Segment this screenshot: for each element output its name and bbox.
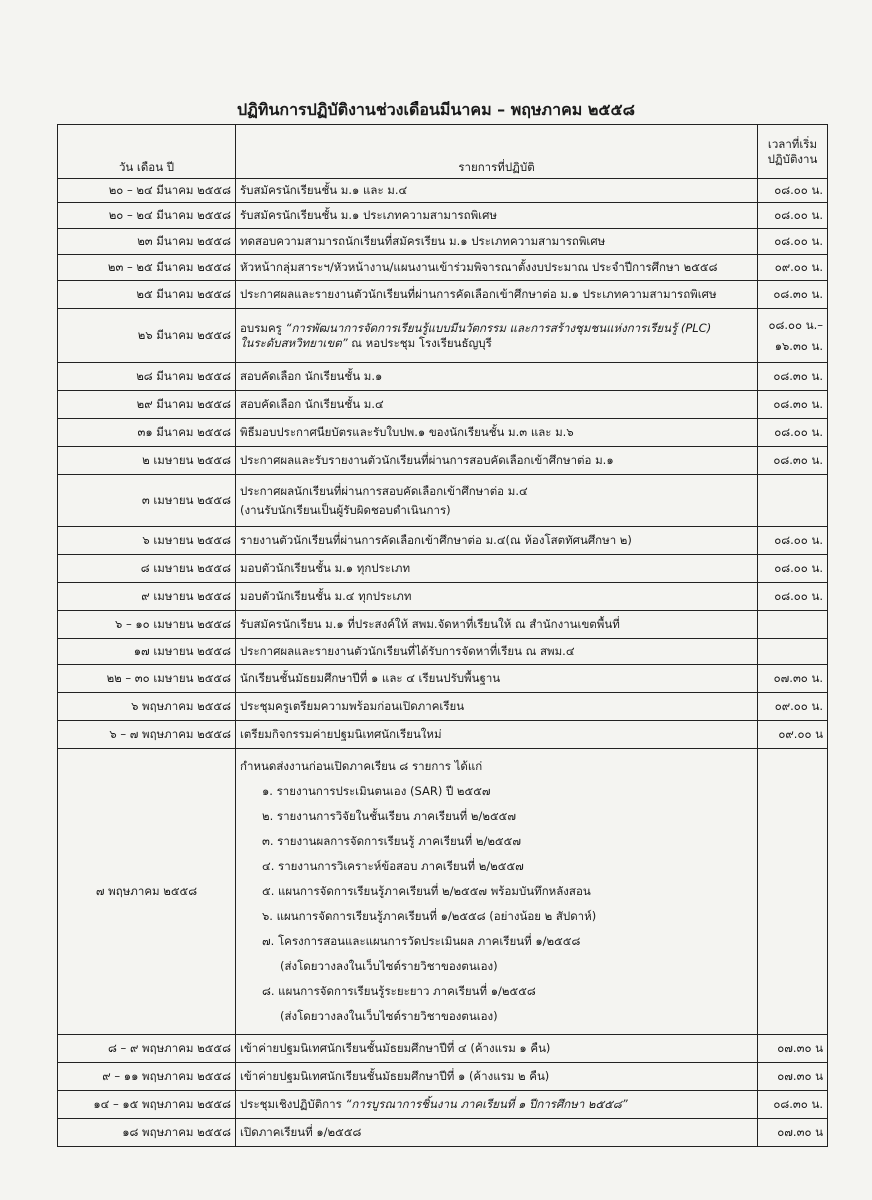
header-task-label: รายการที่ปฏิบัติ [458,159,535,174]
deliverables-intro: กำหนดส่งงานก่อนเปิดภาคเรียน ๘ รายการ ได้แก่ [240,759,483,773]
row-date: ๓ เมษายน ๒๕๕๘ [58,475,236,527]
row-task: รับสมัครนักเรียนชั้น ม.๑ ประเภทความสามารถพิเศษ [236,203,758,229]
row-time [758,611,828,639]
row-task-line1: ประกาศผลนักเรียนที่ผ่านการสอบคัดเลือกเข้าศึกษาต่อ ม.๔ [240,484,528,499]
table-row [58,255,828,281]
header-date [58,125,236,179]
row-task: เข้าค่ายปฐมนิเทศนักเรียนชั้นมัธยมศึกษาปีที่ ๑ (ค้างแรม ๒ คืน) [236,1063,758,1091]
row-date: ๒๒ – ๓๐ เมษายน ๒๕๕๘ [58,665,236,693]
deliverable-item: ๖. แผนการจัดการเรียนรู้ภาคเรียนที่ ๑/๒๕๕๘ (อย่างน้อย ๒ สัปดาห์) [262,909,597,923]
header-time [758,125,828,179]
row-date: ๙ เมษายน ๒๕๕๘ [58,583,236,611]
row-date: ๖ พฤษภาคม ๒๕๕๘ [58,693,236,721]
row-time: ๐๘.๐๐ น. [758,527,828,555]
row-date: ๘ เมษายน ๒๕๕๘ [58,555,236,583]
row-task-line2: (งานรับนักเรียนเป็นผู้รับผิดชอบดำเนินการ) [240,502,451,517]
row-time: ๐๘.๐๐ น. [758,419,828,447]
row-time: ๐๘.๓๐ น. [758,391,828,419]
row-date: ๑๘ พฤษภาคม ๒๕๕๘ [58,1119,236,1147]
row-task: สอบคัดเลือก นักเรียนชั้น ม.๔ [236,391,758,419]
header-task [236,125,758,179]
table-row [58,419,828,447]
deliverable-item: ๑. รายงานการประเมินตนเอง (SAR) ปี ๒๕๕๗ [262,784,491,798]
row-task [236,475,758,527]
row-task: สอบคัดเลือก นักเรียนชั้น ม.๑ [236,363,758,391]
row-task-prefix: อบรมครู [240,321,286,336]
row-task-prefix: ประชุมเชิงปฏิบัติการ [240,1097,346,1112]
table-row [58,1119,828,1147]
row-time: ๐๘.๓๐ น. [758,447,828,475]
header-time-line2: ปฏิบัติงาน [767,151,818,166]
row-date: ๙ – ๑๑ พฤษภาคม ๒๕๕๘ [58,1063,236,1091]
table-row [58,363,828,391]
row-task: พิธีมอบประกาศนียบัตรและรับใบปพ.๑ ของนักเรียนชั้น ม.๓ และ ม.๖ [236,419,758,447]
table-row [58,229,828,255]
table-row [58,1035,828,1063]
row-task: รับสมัครนักเรียนชั้น ม.๑ และ ม.๔ [236,179,758,203]
row-time: ๐๗.๓๐ น [758,1063,828,1091]
row-time-start: ๐๘.๐๐ น.– [768,318,823,333]
row-time: ๐๘.๐๐ น. [758,203,828,229]
table-row [58,665,828,693]
row-date: ๑๔ – ๑๕ พฤษภาคม ๒๕๕๘ [58,1091,236,1119]
row-time: ๐๘.๓๐ น. [758,281,828,309]
row-task: หัวหน้ากลุ่มสาระฯ/หัวหน้างาน/แผนงานเข้าร่วมพิจารณาตั้งงบประมาณ ประจำปีการศึกษา ๒๕๕๘ [236,255,758,281]
schedule-table [57,124,828,1147]
deliverable-item: ๗. โครงการสอนและแผนการวัดประเมินผล ภาคเรียนที่ ๑/๒๕๕๘ [262,934,581,948]
table-row [58,693,828,721]
row-time: ๐๘.๐๐ น. [758,555,828,583]
row-time [758,309,828,363]
row-task: รับสมัครนักเรียน ม.๑ ที่ประสงค์ให้ สพม.จัดหาที่เรียนให้ ณ สำนักงานเขตพื้นที่ [236,611,758,639]
row-task: เปิดภาคเรียนที่ ๑/๒๕๕๘ [236,1119,758,1147]
row-task: รายงานตัวนักเรียนที่ผ่านการคัดเลือกเข้าศึกษาต่อ ม.๔(ณ ห้องโสตทัศนศึกษา ๒) [236,527,758,555]
table-row [58,1091,828,1119]
row-time: ๐๙.๐๐ น. [758,255,828,281]
header-time-line1: เวลาที่เริ่ม [767,137,818,152]
row-task: มอบตัวนักเรียนชั้น ม.๔ ทุกประเภท [236,583,758,611]
table-row [58,309,828,363]
table-row [58,527,828,555]
table-row [58,611,828,639]
table-row [58,583,828,611]
row-time: ๐๙.๐๐ น. [758,693,828,721]
row-date: ๒๖ มีนาคม ๒๕๕๘ [58,309,236,363]
row-time: ๐๙.๐๐ น [758,721,828,749]
row-time: ๐๗.๓๐ น [758,1119,828,1147]
row-date: ๒๐ – ๒๔ มีนาคม ๒๕๕๘ [58,179,236,203]
row-task-course-title: “การพัฒนาการจัดการเรียนรู้แบบมีนวัตกรรม และการสร้างชุมชนแห่งการเรียนรู้ (PLC) [285,321,712,336]
row-date: ๖ – ๑๐ เมษายน ๒๕๕๘ [58,611,236,639]
row-task: ทดสอบความสามารถนักเรียนที่สมัครเรียน ม.๑ ประเภทความสามารถพิเศษ [236,229,758,255]
table-row [58,639,828,665]
row-date: ๒ เมษายน ๒๕๕๘ [58,447,236,475]
row-time [758,639,828,665]
row-date: ๒๙ มีนาคม ๒๕๕๘ [58,391,236,419]
page-title: ปฏิทินการปฏิบัติงานช่วงเดือนมีนาคม – พฤษภาคม ๒๕๕๘ [237,100,635,119]
row-task-workshop-title: “การบูรณาการชิ้นงาน ภาคเรียนที่ ๑ ปีการศึกษา ๒๕๕๘” [345,1097,628,1112]
row-task [236,309,758,363]
table-row [58,281,828,309]
row-date: ๖ – ๗ พฤษภาคม ๒๕๕๘ [58,721,236,749]
deliverable-note: (ส่งโดยวางลงในเว็บไซต์รายวิชาของตนเอง) [280,1009,498,1023]
table-row [58,749,828,1035]
deliverable-item: ๒. รายงานการวิจัยในชั้นเรียน ภาคเรียนที่ ๒/๒๕๕๗ [262,809,516,823]
row-time-end: ๑๖.๓๐ น. [774,338,823,353]
row-date: ๒๓ – ๒๕ มีนาคม ๒๕๕๘ [58,255,236,281]
row-task-location: ณ หอประชุม โรงเรียนธัญบุรี [347,335,492,350]
row-time [758,749,828,1035]
row-task-course-title-cont: ในระดับสหวิทยาเขต” [240,335,348,350]
row-task: ประกาศผลและรับรายงานตัวนักเรียนที่ผ่านการสอบคัดเลือกเข้าศึกษาต่อ ม.๑ [236,447,758,475]
row-date: ๒๓ มีนาคม ๒๕๕๘ [58,229,236,255]
row-task [236,749,758,1035]
row-task: ประชุมครูเตรียมความพร้อมก่อนเปิดภาคเรียน [236,693,758,721]
row-time: ๐๗.๓๐ น. [758,665,828,693]
deliverable-item: ๕. แผนการจัดการเรียนรู้ภาคเรียนที่ ๒/๒๕๕๗ พร้อมบันทึกหลังสอน [262,884,591,898]
row-date: ๑๗ เมษายน ๒๕๕๘ [58,639,236,665]
row-task: มอบตัวนักเรียนชั้น ม.๑ ทุกประเภท [236,555,758,583]
table-row [58,1063,828,1091]
row-time: ๐๘.๓๐ น. [758,1091,828,1119]
row-time: ๐๘.๓๐ น. [758,363,828,391]
table-row [58,447,828,475]
row-task: เข้าค่ายปฐมนิเทศนักเรียนชั้นมัธยมศึกษาปีที่ ๔ (ค้างแรม ๑ คืน) [236,1035,758,1063]
row-time: ๐๘.๐๐ น. [758,179,828,203]
header-date-label: วัน เดือน ปี [118,159,175,174]
deliverable-item: ๔. รายงานการวิเคราะห์ข้อสอบ ภาคเรียนที่ ๒/๒๕๕๗ [262,859,524,873]
row-date: ๘ – ๙ พฤษภาคม ๒๕๕๘ [58,1035,236,1063]
row-task [236,1091,758,1119]
row-time [758,475,828,527]
row-task: ประกาศผลและรายงานตัวนักเรียนที่ผ่านการคัดเลือกเข้าศึกษาต่อ ม.๑ ประเภทความสามารถพิเศษ [236,281,758,309]
table-row [58,721,828,749]
row-date: ๒๕ มีนาคม ๒๕๕๘ [58,281,236,309]
table-row [58,391,828,419]
table-row [58,475,828,527]
deliverable-item: ๓. รายงานผลการจัดการเรียนรู้ ภาคเรียนที่ ๒/๒๕๕๗ [262,834,521,848]
deliverable-item: ๘. แผนการจัดการเรียนรู้ระยะยาว ภาคเรียนที่ ๑/๒๕๕๘ [262,984,536,998]
table-row [58,179,828,203]
row-task: ประกาศผลและรายงานตัวนักเรียนที่ได้รับการจัดหาที่เรียน ณ สพม.๔ [236,639,758,665]
row-date: ๖ เมษายน ๒๕๕๘ [58,527,236,555]
row-time: ๐๘.๐๐ น. [758,229,828,255]
deliverable-note: (ส่งโดยวางลงในเว็บไซต์รายวิชาของตนเอง) [280,959,498,973]
row-task: นักเรียนชั้นมัธยมศึกษาปีที่ ๑ และ ๔ เรียนปรับพื้นฐาน [236,665,758,693]
row-time: ๐๘.๐๐ น. [758,583,828,611]
table-row [58,555,828,583]
row-date: ๗ พฤษภาคม ๒๕๕๘ [58,749,236,1035]
row-date: ๒๘ มีนาคม ๒๕๕๘ [58,363,236,391]
row-task: เตรียมกิจกรรมค่ายปฐมนิเทศนักเรียนใหม่ [236,721,758,749]
table-row [58,203,828,229]
row-date: ๓๑ มีนาคม ๒๕๕๘ [58,419,236,447]
row-date: ๒๐ – ๒๔ มีนาคม ๒๕๕๘ [58,203,236,229]
row-time: ๐๗.๓๐ น [758,1035,828,1063]
